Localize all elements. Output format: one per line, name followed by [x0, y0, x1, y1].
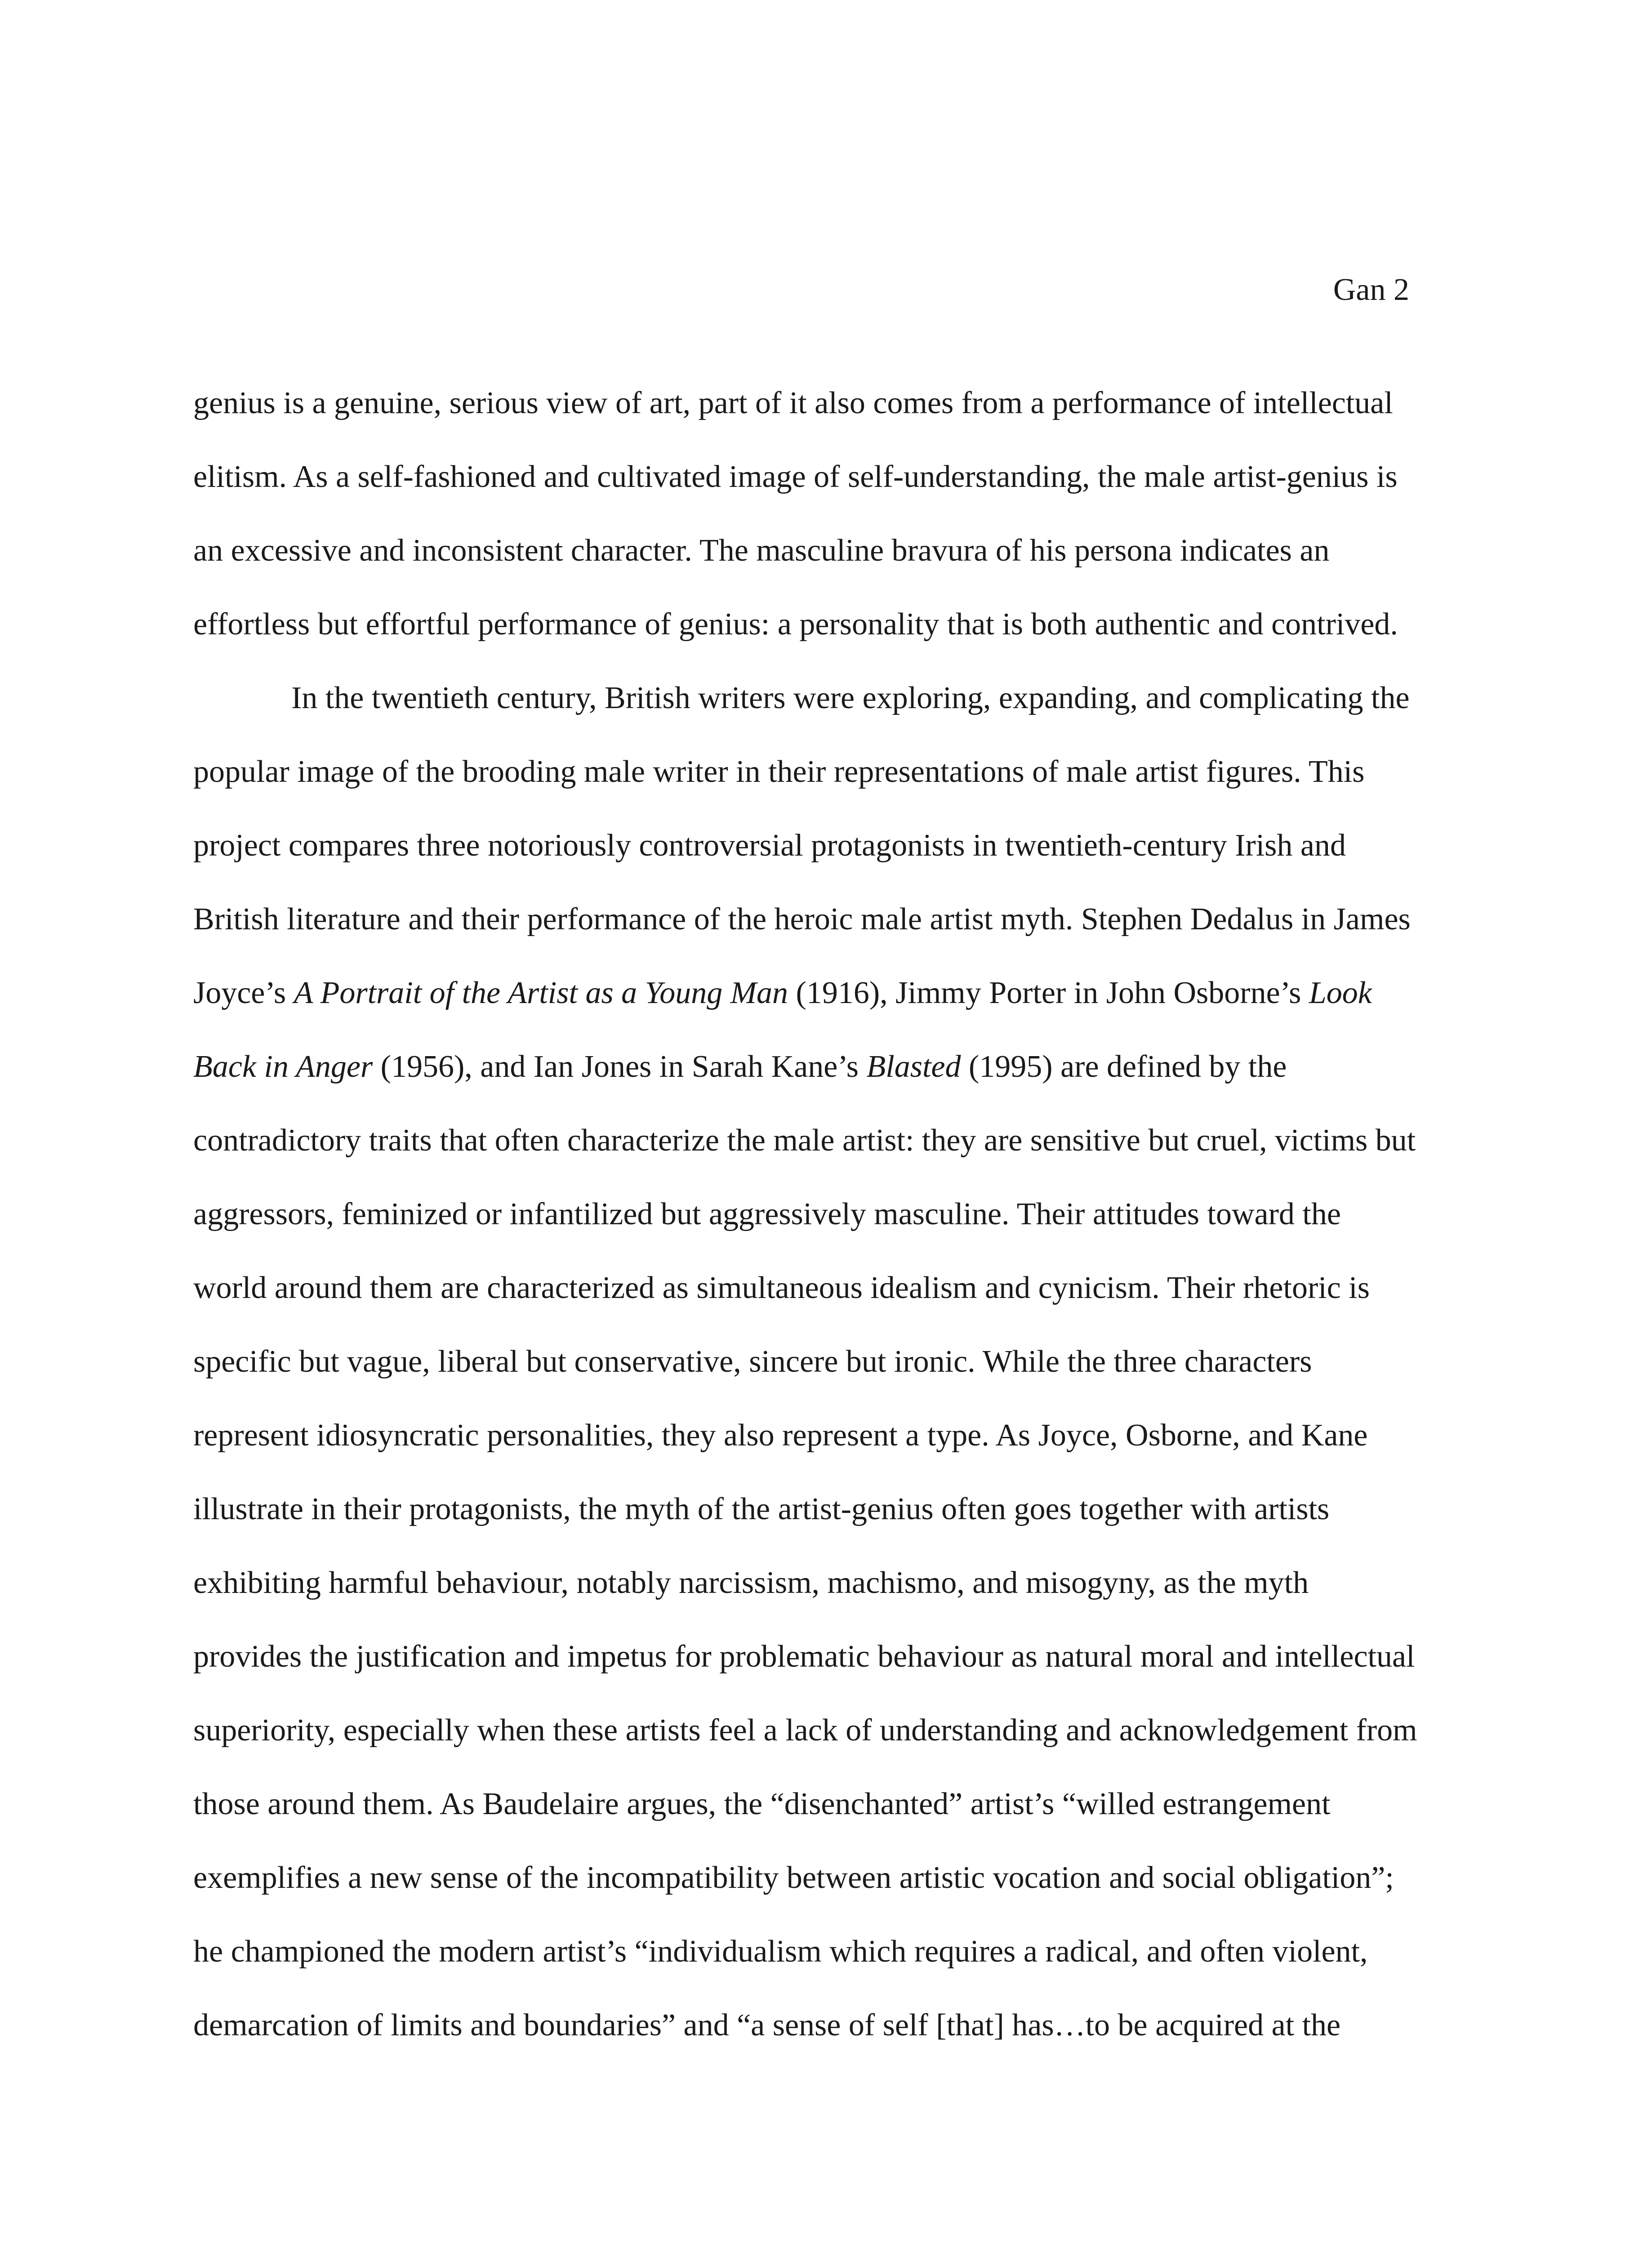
body-text: [193, 366, 1454, 2062]
text-line: specific but vague, liberal but conservative, sincere but ironic. While the three characters: [193, 1344, 1312, 1379]
text-run: Joyce’s: [193, 976, 294, 1010]
text-line: those around them. As Baudelaire argues, the “disenchanted” artist’s “willed estrangement: [193, 1787, 1331, 1821]
text-line: [193, 1030, 1454, 1104]
text-line: elitism. As a self-fashioned and cultivated image of self-understanding, the male artist-genius is: [193, 459, 1398, 494]
text-line: represent idiosyncratic personalities, they also represent a type. As Joyce, Osborne, and Kane: [193, 1418, 1368, 1453]
text-line: exemplifies a new sense of the incompatibility between artistic vocation and social obligation”;: [193, 1860, 1394, 1895]
text-line: [193, 956, 1454, 1030]
book-title-portrait: A Portrait of the Artist as a Young Man: [294, 976, 788, 1010]
text-line: world around them are characterized as simultaneous idealism and cynicism. Their rhetoric is: [193, 1271, 1370, 1305]
text-run: (1995) are defined by the: [961, 1049, 1287, 1084]
text-line: illustrate in their protagonists, the myth of the artist-genius often goes together with artists: [193, 1492, 1330, 1526]
paragraph-2: [193, 661, 1454, 2062]
text-line: In the twentieth century, British writers were exploring, expanding, and complicating the: [291, 681, 1410, 715]
text-run: (1916), Jimmy Porter in John Osborne’s: [788, 976, 1309, 1010]
text-line: aggressors, feminized or infantilized but aggressively masculine. Their attitudes toward the: [193, 1197, 1341, 1231]
text-line: genius is a genuine, serious view of art, part of it also comes from a performance of intellectual: [193, 386, 1393, 420]
paragraph-1: [193, 366, 1454, 661]
text-line: superiority, especially when these artists feel a lack of understanding and acknowledgement from: [193, 1713, 1417, 1748]
page-number-header: Gan 2: [1333, 272, 1409, 307]
text-line: he championed the modern artist’s “individualism which requires a radical, and often violent,: [193, 1934, 1368, 1969]
text-run: (1956), and Ian Jones in Sarah Kane’s: [373, 1049, 867, 1084]
play-title-blasted: Blasted: [866, 1049, 961, 1084]
play-title-look-back-in-anger-part2: Back in Anger: [193, 1049, 373, 1084]
text-line: exhibiting harmful behaviour, notably narcissism, machismo, and misogyny, as the myth: [193, 1566, 1309, 1600]
text-line: popular image of the brooding male writer in their representations of male artist figures. This: [193, 754, 1365, 789]
text-line: effortless but effortful performance of genius: a personality that is both authentic and contrived.: [193, 607, 1398, 642]
text-line: an excessive and inconsistent character. The masculine bravura of his persona indicates an: [193, 533, 1330, 568]
text-line: demarcation of limits and boundaries” and “a sense of self [that] has…to be acquired at the: [193, 2008, 1341, 2043]
text-line: British literature and their performance of the heroic male artist myth. Stephen Dedalus in James: [193, 902, 1411, 937]
text-line: provides the justification and impetus for problematic behaviour as natural moral and intellectual: [193, 1639, 1415, 1674]
play-title-look-back-in-anger-part1: Look: [1309, 976, 1372, 1010]
text-line: contradictory traits that often characterize the male artist: they are sensitive but cruel, victims but: [193, 1123, 1416, 1158]
text-line: project compares three notoriously controversial protagonists in twentieth-century Irish and: [193, 828, 1346, 863]
